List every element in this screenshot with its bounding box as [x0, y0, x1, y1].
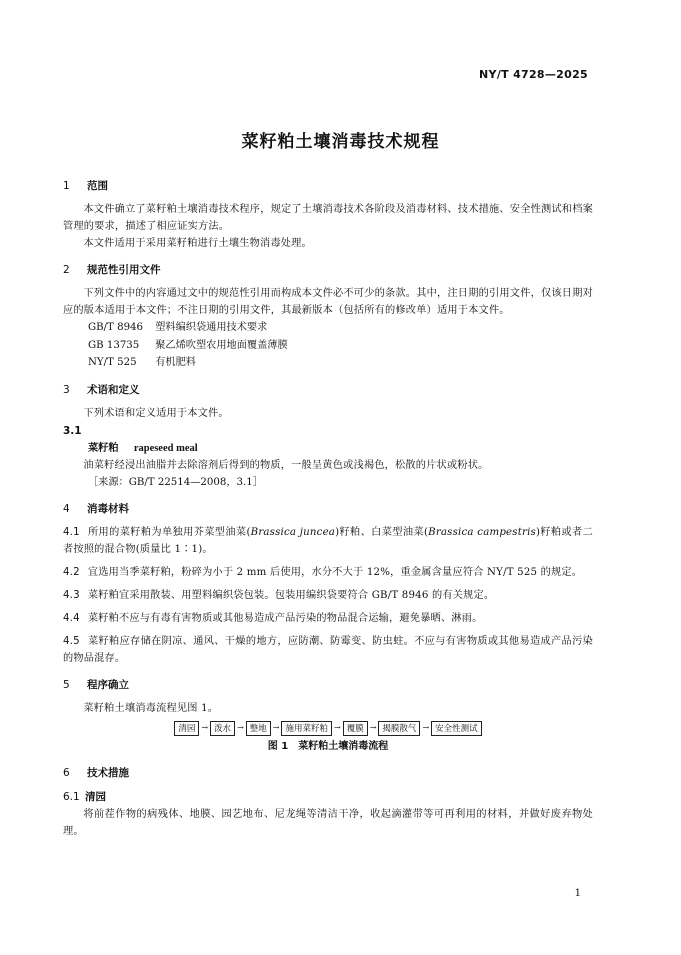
- reference-name: 有机肥料: [155, 357, 196, 368]
- term-entry: [63, 440, 593, 457]
- section-number: 6: [63, 766, 70, 779]
- section-heading-4: [63, 500, 593, 518]
- clause-text: 菜籽粕应存储在阴凉、通风、干燥的地方，应防潮、防霉变、防虫蛀。不应与有害物质或其他易造成产品污染的物品混存。: [63, 635, 593, 664]
- term-chinese: 菜籽粕: [88, 442, 119, 454]
- document-body: [63, 177, 593, 840]
- section-title: 程序确立: [87, 678, 129, 691]
- subsection-heading-6-1: [63, 788, 593, 806]
- clause-number: 4.4: [63, 612, 80, 624]
- flow-step: 覆膜: [343, 721, 368, 736]
- clause-text: 菜籽粕宜采用散装、用塑料编织袋包装。包装用编织袋要符合 GB/T 8946 的有关规定。: [87, 589, 495, 601]
- term-source: ［来源：GB/T 22514—2008，3.1］: [88, 476, 263, 488]
- document-title: 菜籽粕土壤消毒技术规程: [241, 132, 440, 152]
- section-number: 3: [63, 383, 70, 396]
- species-name: Brassica campestris: [428, 526, 536, 538]
- section-heading-5: [63, 676, 593, 694]
- clause-number: 4.2: [63, 566, 80, 578]
- flow-step: 清园: [174, 721, 199, 736]
- reference-name: 塑料编织袋通用技术要求: [155, 322, 268, 333]
- term-number: [63, 422, 593, 440]
- clause-4-4: [63, 610, 593, 627]
- section-number: 5: [63, 678, 70, 691]
- reference-item: [63, 337, 593, 355]
- flow-step: 施用菜籽粕: [281, 721, 332, 736]
- section-title: 术语和定义: [87, 383, 140, 396]
- page-number: 1: [574, 888, 581, 899]
- section-title: 消毒材料: [87, 502, 129, 515]
- arrow-right-icon: →: [369, 723, 377, 732]
- reference-item: [63, 319, 593, 337]
- process-flow-diagram: [63, 721, 593, 736]
- reference-code: GB 13735: [88, 339, 140, 351]
- term-number-text: 3.1: [63, 424, 82, 437]
- clause-text: 所用的菜籽粕为单独用芥菜型油菜(: [87, 526, 251, 538]
- flow-step: 整地: [246, 721, 271, 736]
- clause-text: )籽粕、白菜型油菜(: [335, 526, 429, 538]
- term-definition: 油菜籽经浸出油脂并去除溶剂后得到的物质，一般呈黄色或浅褐色，松散的片状或粉状。: [83, 459, 489, 471]
- paragraph: 下列文件中的内容通过文中的规范性引用而构成本文件必不可少的条款。其中，注日期的引用文件，仅该日期对应的版本适用于本文件；不注日期的引用文件，其最新版本（包括所有的修改单）适用于本文件。: [63, 288, 593, 316]
- clause-4-2: [63, 564, 593, 581]
- term-english: rapeseed meal: [133, 442, 198, 454]
- section-number: 2: [63, 264, 70, 276]
- clause-number: 4.1: [63, 526, 80, 538]
- clause-text: 菜籽粕不应与有毒有害物质或其他易造成产品污染的物品混合运输，避免暴晒、淋雨。: [87, 612, 483, 624]
- flow-step: 揭膜散气: [378, 721, 420, 736]
- section-title: 技术措施: [87, 766, 129, 779]
- section-title: 范围: [87, 180, 108, 192]
- reference-name: 聚乙烯吹塑农用地面覆盖薄膜: [155, 339, 288, 351]
- species-name: Brassica juncea: [250, 526, 336, 538]
- arrow-right-icon: →: [272, 723, 280, 732]
- clause-number: 4.3: [63, 589, 80, 601]
- arrow-right-icon: →: [422, 723, 430, 732]
- paragraph: 本文件适用于采用菜籽粕进行土壤生物消毒处理。: [83, 238, 312, 249]
- flow-step: 安全性测试: [431, 721, 482, 736]
- standard-code: NY/T 4728—2025: [479, 68, 588, 81]
- section-heading-2: [63, 261, 593, 279]
- section-title: 规范性引用文件: [87, 264, 161, 276]
- subsection-title: 清园: [85, 790, 106, 803]
- paragraph: 将前茬作物的病残体、地膜、园艺地布、尼龙绳等清洁干净，收起滴灌带等可再利用的材料，并做好废弃物处理。: [63, 808, 593, 837]
- section-number: 1: [63, 180, 70, 192]
- clause-number: 4.5: [63, 635, 80, 647]
- flow-step: 泼水: [210, 721, 235, 736]
- section-heading-6: [63, 764, 593, 782]
- reference-item: [63, 354, 593, 372]
- clause-4-5: [63, 633, 593, 667]
- clause-4-3: [63, 587, 593, 604]
- paragraph: 下列术语和定义适用于本文件。: [83, 407, 229, 419]
- reference-code: NY/T 525: [88, 357, 137, 368]
- clause-text: )籽粕或者二者按照的混合物(质量比 1∶1)。: [63, 526, 593, 555]
- section-heading-1: [63, 177, 593, 195]
- clause-4-1: [63, 524, 593, 558]
- section-number: 4: [63, 502, 70, 515]
- paragraph: 本文件确立了菜籽粕土壤消毒技术程序，规定了土壤消毒技术各阶段及消毒材料、技术措施、安全性测试和档案管理的要求，描述了相应证实方法。: [63, 204, 593, 232]
- reference-code: GB/T 8946: [88, 322, 144, 333]
- arrow-right-icon: →: [334, 723, 341, 732]
- clause-text: 宜选用当季菜籽粕，粉碎为小于 2 mm 后使用，水分不大于 12%，重金属含量应符合 NY/T 525 的规定。: [87, 566, 583, 578]
- arrow-right-icon: →: [237, 723, 244, 732]
- arrow-right-icon: →: [201, 723, 209, 732]
- figure-caption: 图 1 菜籽粕土壤消毒流程: [267, 740, 389, 752]
- subsection-number: 6.1: [63, 790, 80, 803]
- paragraph: 菜籽粕土壤消毒流程见图 1。: [83, 702, 219, 714]
- section-heading-3: [63, 381, 593, 399]
